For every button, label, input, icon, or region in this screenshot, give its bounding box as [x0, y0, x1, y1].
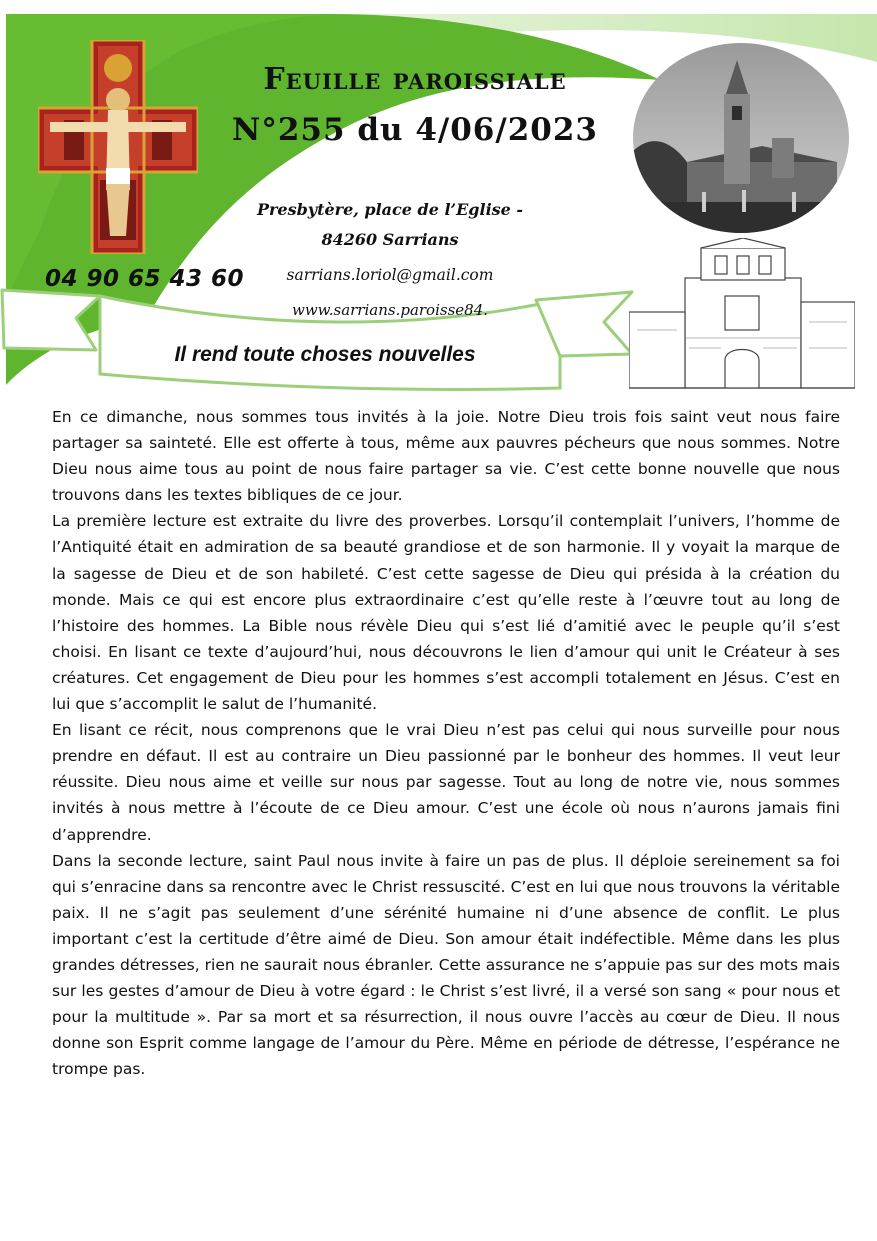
- phone-number: 04 90 65 43 60: [45, 266, 245, 292]
- article-body: [52, 404, 840, 1082]
- paragraph: La première lecture est extraite du livre des proverbes. Lorsqu’il contemplait l’univers, l’homme de l’Antiquité était en admiration de sa beauté grandiose et de son harmonie. Il y voyait la marque de la sagesse de Dieu et de son habileté. C’est cette sagesse de Dieu qui présida à la création du monde. Mais ce qui est encore plus extraordinaire c’est qu’elle reste à l’œuvre tout au long de l’histoire des hommes. La Bible nous révèle Dieu qui s’est lié d’amitié avec le peuple qu’il s’est choisi. En lisant ce texte d’aujourd’hui, nous découvrons le lien d’amour qui unit le Créateur à ses créatures. Cet engagement de Dieu pour les hommes s’est accompli totalement en Jésus. C’est en lui que s’accomplit le salut de l’humanité.: [52, 512, 840, 714]
- bulletin-number-date: N°255 du 4/06/2023: [232, 112, 598, 148]
- paragraph: En lisant ce récit, nous comprenons que le vrai Dieu n’est pas celui qui nous surveille pour nous prendre en défaut. Il est au contraire un Dieu passionné par le bonheur des hommes. Il veut leur réussite. Dieu nous aime et veille sur nous par sagesse. Tout au long de notre vie, nous sommes invités à nous mettre à l’écoute de ce Dieu amour. C’est une école où nous n’aurons jamais fini d’apprendre.: [52, 721, 840, 844]
- paragraph: En ce dimanche, nous sommes tous invités à la joie. Notre Dieu trois fois saint veut nous faire partager sa sainteté. Elle est offerte à tous, même aux pauvres pécheurs que nous sommes. Notre Dieu nous aime tous au point de nous faire partager sa vie. C’est cette bonne nouvelle que nous trouvons dans les textes bibliques de ce jour.: [52, 408, 840, 505]
- website-address: www.sarrians.paroisse84.: [291, 301, 489, 319]
- church-drawing: [629, 238, 855, 396]
- paragraph: Dans la seconde lecture, saint Paul nous invite à faire un pas de plus. Il déploie sereinement sa foi qui s’enracine dans sa rencontre avec le Christ ressuscité. C’est en lui que nous trouvons la véritable paix. Il ne s’agit pas seulement d’une sérénité humaine ni d’une absence de conflit. Le plus important c’est la certitude d’être aimé de Dieu. Son amour était indéfectible. Même dans les plus grandes détresses, rien ne saurait nous ébranler. Cette assurance ne s’appuie pas sur des mots mais sur les gestes d’amour de Dieu à votre égard : le Christ s’est livré, il a versé son sang « pour nous et pour la multitude ». Par sa mort et sa résurrection, il nous ouvre l’accès au cœur de Dieu. Il nous donne son Esprit comme langage de l’amour du Père. Même en période de détresse, l’espérance ne trompe pas.: [52, 851, 840, 1079]
- address-line1: Presbytère, place de l’Eglise -: [256, 200, 524, 219]
- email-address: sarrians.loriol@gmail.com: [286, 266, 494, 284]
- crucifix-icon: [38, 40, 198, 254]
- address-line2: 84260 Sarrians: [321, 230, 459, 249]
- header: [0, 0, 877, 400]
- church-photo: [632, 42, 850, 234]
- bulletin-title: Feuille paroissiale: [263, 62, 567, 97]
- banner-headline: Il rend toute choses nouvelles: [174, 343, 476, 366]
